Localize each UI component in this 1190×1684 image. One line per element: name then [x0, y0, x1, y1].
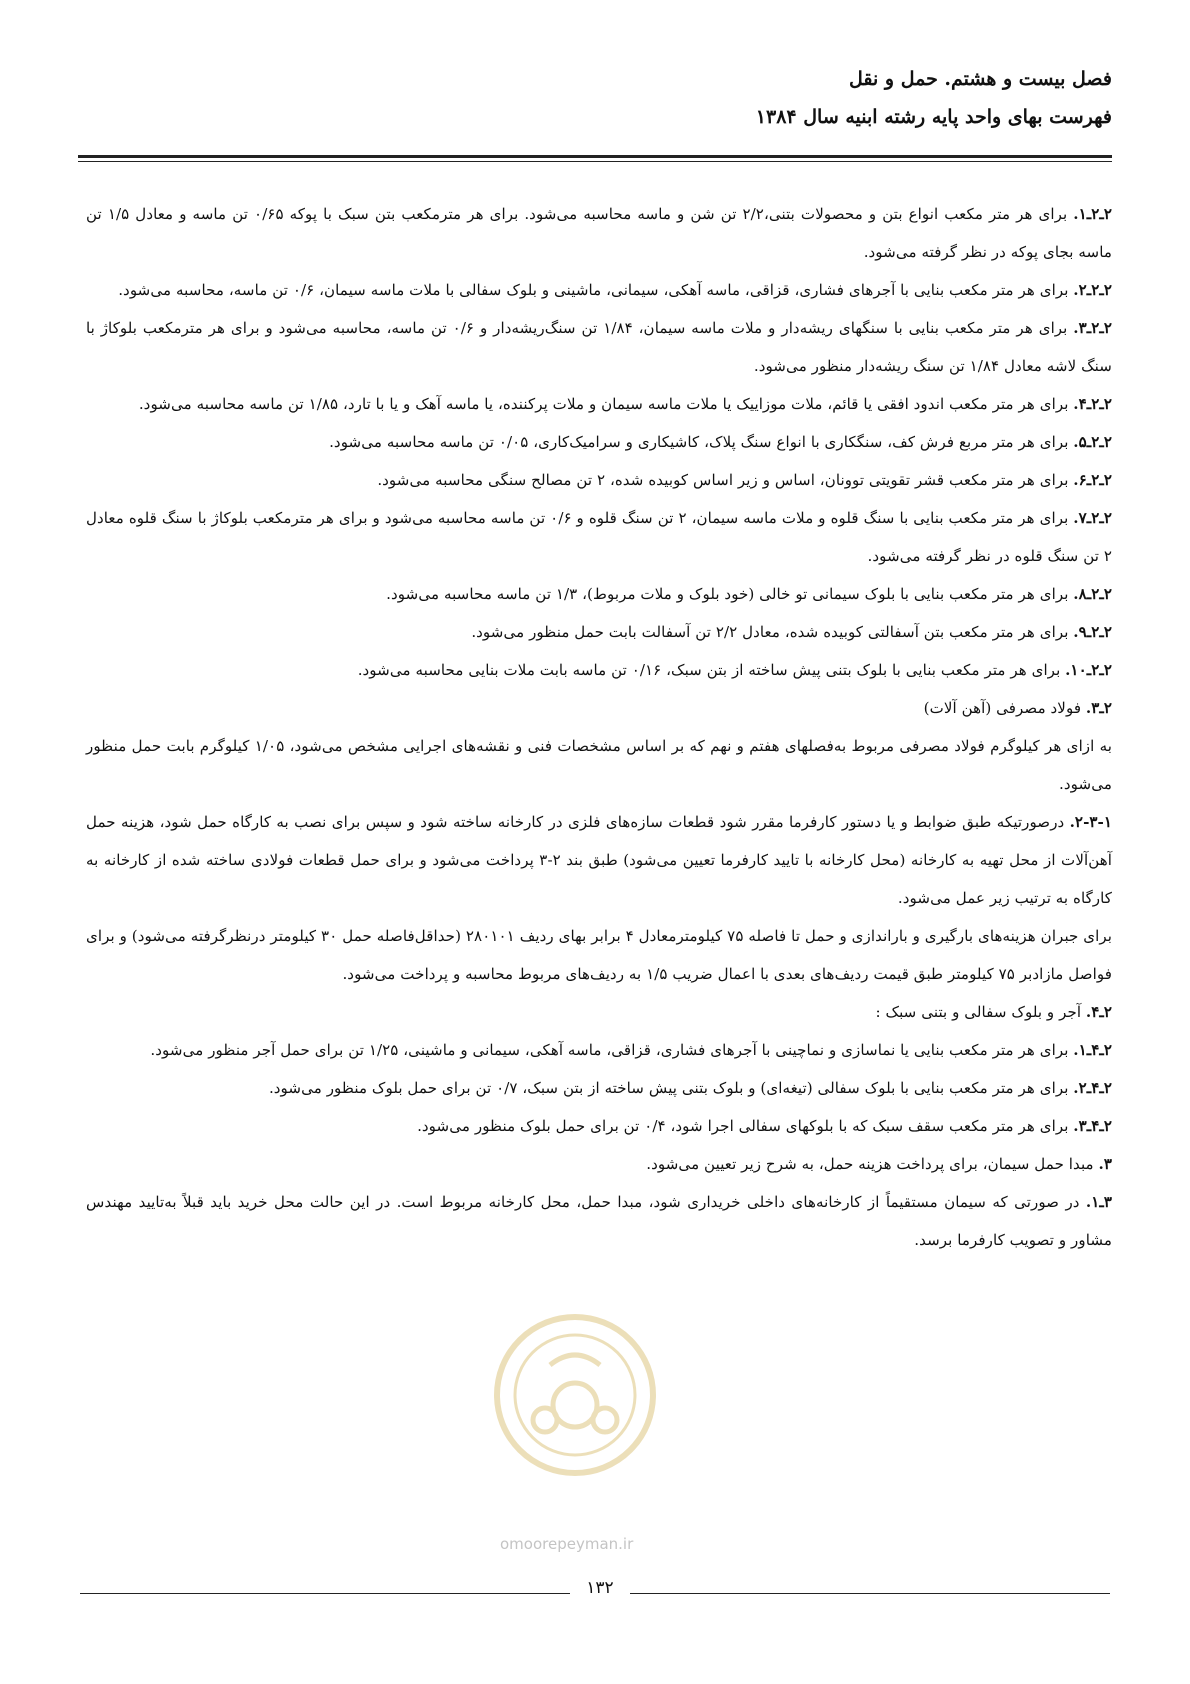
clause-text: برای هر متر مکعب بنایی با بلوک بتنی پیش ساخته از بتن سبک، ۰/۱۶ تن ماسه بابت ملات بنایی محاسبه می‌شود. [357, 661, 1066, 679]
clause-number: ۲ـ۲ـ۱۰. [1065, 661, 1112, 679]
clause-text: برای هر متر مکعب انواع بتن و محصولات بتنی،۲/۲ تن شن و ماسه محاسبه می‌شود. برای هر مترمکعب بتن سبک با پوکه ۰/۶۵ تن ماسه و معادل ۱/۵ تن ماسه بجای پوکه در نظر گرفته می‌شود. [86, 205, 1112, 261]
paragraph [86, 1069, 1112, 1107]
watermark-site: omoorepeyman.ir [500, 1535, 634, 1553]
clause-text: برای هر متر مکعب بنایی با بلوک سفالی (تیغه‌ای) و بلوک بتنی پیش ساخته از بتن سبک، ۰/۷ تن برای حمل بلوک منظور می‌شود. [268, 1079, 1074, 1097]
paragraph [86, 195, 1112, 271]
clause-number: ۲ـ۴ـ۲. [1073, 1079, 1112, 1097]
clause-number: ۲ـ۲ـ۹. [1073, 623, 1112, 641]
section-heading [86, 993, 1112, 1031]
clause-text: برای هر متر مکعب بنایی یا نماسازی و نماچینی با آجرهای فشاری، قزاقی، ماسه آهکی، سیمانی و ماشینی، ۱/۲۵ تن برای حمل آجر منظور می‌شود. [150, 1041, 1074, 1059]
clause-number: ۳. [1098, 1155, 1112, 1173]
paragraph [86, 461, 1112, 499]
footer-rule-left [80, 1593, 570, 1594]
clause-number: ۲ـ۲ـ۴. [1073, 395, 1112, 413]
clause-text: مبدا حمل سیمان، برای پرداخت هزینه حمل، به شرح زیر تعیین می‌شود. [646, 1155, 1099, 1173]
clause-number: ۳ـ۱. [1085, 1193, 1112, 1211]
paragraph [86, 1107, 1112, 1145]
book-title: فهرست بهای واحد پایه رشته ابنیه سال ۱۳۸۴ [755, 106, 1112, 128]
clause-number: ۲ـ۲ـ۱. [1073, 205, 1113, 223]
clause-text: برای هر متر مکعب بتن آسفالتی کوبیده شده، معادل ۲/۲ تن آسفالت بابت حمل منظور می‌شود. [471, 623, 1074, 641]
header-rule-thin [78, 161, 1112, 162]
chapter-title: فصل بیست و هشتم. حمل و نقل [849, 68, 1112, 90]
paragraph [86, 651, 1112, 689]
clause-number: ۲ـ۲ـ۵. [1073, 433, 1112, 451]
clause-text: آجر و بلوک سفالی و بتنی سبک : [875, 1003, 1086, 1021]
clause-text: برای هر متر مکعب بنایی با بلوک سیمانی تو خالی (خود بلوک و ملات مربوط)، ۱/۳ تن ماسه محاسبه می‌شود. [386, 585, 1074, 603]
clause-text: برای هر متر مکعب بنایی با سنگ قلوه و ملات ماسه سیمان، ۲ تن سنگ قلوه و ۰/۶ تن ماسه محاسبه می‌شود و برای هر مترمکعب بلوکاژ با سنگ قلوه معادل ۲ تن سنگ قلوه در نظر گرفته می‌شود. [86, 509, 1112, 565]
paragraph [86, 575, 1112, 613]
paragraph [86, 803, 1112, 917]
paragraph [86, 1031, 1112, 1069]
clause-text: در صورتی که سیمان مستقیماً از کارخانه‌های داخلی خریداری شود، مبدا حمل، محل کارخانه مربوط است. در این حالت محل خرید باید قبلاً به‌تایید مهندس مشاور و تصویب کارفرما برسد. [86, 1193, 1112, 1249]
clause-text: برای هر متر مکعب بنایی با آجرهای فشاری، قزاقی، ماسه آهکی، سیمانی، ماشینی و بلوک سفالی با ملات ماسه سیمان، ۰/۶ تن ماسه، محاسبه می‌شود. [118, 281, 1074, 299]
paragraph [86, 271, 1112, 309]
clause-text: فولاد مصرفی (آهن آلات) [923, 699, 1086, 717]
page-header [78, 60, 1112, 136]
paragraph [86, 727, 1112, 803]
clause-text: برای جبران هزینه‌های بارگیری و باراندازی و حمل تا فاصله ۷۵ کیلومترمعادل ۴ برابر بهای ردیف ۲۸۰۱۰۱ (حداقل‌فاصله حمل ۳۰ کیلومتر درنظرگرفته می‌شود) و برای فواصل مازادبر ۷۵ کیلومتر طبق قیمت ردیف‌های بعدی با اعمال ضریب ۱/۵ به ردیف‌های مربوط محاسبه و پرداخت می‌شود. [86, 927, 1112, 983]
paragraph [86, 917, 1112, 993]
page-number: ۱۳۲ [586, 1578, 614, 1598]
clause-number: ۲ـ۲ـ۸. [1073, 585, 1112, 603]
clause-number: ۲ـ۳. [1085, 699, 1112, 717]
clause-number: ۲ـ۴ـ۳. [1073, 1117, 1112, 1135]
paragraph [86, 613, 1112, 651]
paragraph [86, 499, 1112, 575]
clause-number: ۲-۳-۱. [1069, 813, 1112, 831]
clause-number: ۲ـ۲ـ۷. [1073, 509, 1112, 527]
paragraph [86, 423, 1112, 461]
document-body [86, 195, 1112, 1259]
clause-number: ۲ـ۴ـ۱. [1073, 1041, 1112, 1059]
clause-text: به ازای هر کیلوگرم فولاد مصرفی مربوط به‌فصلهای هفتم و نهم که بر اساس مشخصات فنی و نقشه‌های اجرایی مشخص می‌شود، ۱/۰۵ کیلوگرم بابت حمل منظور می‌شود. [86, 737, 1112, 793]
section-heading [86, 1145, 1112, 1183]
paragraph [86, 385, 1112, 423]
clause-text: برای هر متر مربع فرش کف، سنگکاری با انواع سنگ پلاک، کاشیکاری و سرامیک‌کاری، ۰/۰۵ تن ماسه محاسبه می‌شود. [329, 433, 1074, 451]
clause-number: ۲ـ۲ـ۳. [1073, 319, 1113, 337]
clause-number: ۲ـ۴. [1085, 1003, 1112, 1021]
section-heading [86, 689, 1112, 727]
clause-number: ۲ـ۲ـ۶. [1073, 471, 1112, 489]
clause-text: برای هر متر مکعب اندود افقی یا قائم، ملات موزاییک یا ملات ماسه سیمان و ملات پرکننده، یا ماسه آهک و یا با تارد، ۱/۸۵ تن ماسه محاسبه می‌شود. [138, 395, 1074, 413]
paragraph [86, 1183, 1112, 1259]
clause-text: برای هر متر مکعب بنایی با سنگهای ریشه‌دار و ملات ماسه سیمان، ۱/۸۴ تن سنگ‌ریشه‌دار و ۰/۶ تن ماسه، محاسبه می‌شود و برای هر مترمکعب بلوکاژ با سنگ لاشه معادل ۱/۸۴ تن سنگ ریشه‌دار منظور می‌شود. [86, 319, 1112, 375]
header-rule-thick [78, 155, 1112, 158]
paragraph [86, 309, 1112, 385]
clause-text: درصورتیکه طبق ضوابط و یا دستور کارفرما مقرر شود قطعات سازه‌های فلزی در کارخانه ساخته شود و سپس برای نصب به کارگاه حمل شود، هزینه حمل آهن‌آلات از محل تهیه به کارخانه (محل کارخانه با تایید کارفرما تعیین می‌شود) طبق بند ۲-۳ پرداخت می‌شود و برای حمل قطعات فولادی ساخته شده از کارخانه به کارگاه به ترتیب زیر عمل می‌شود. [86, 813, 1112, 907]
clause-text: برای هر متر مکعب قشر تقویتی توونان، اساس و زیر اساس کوبیده شده، ۲ تن مصالح سنگی محاسبه می‌شود. [377, 471, 1074, 489]
clause-number: ۲ـ۲ـ۲. [1073, 281, 1112, 299]
footer-rule-right [630, 1593, 1110, 1594]
clause-text: برای هر متر مکعب سقف سبک که با بلوکهای سفالی اجرا شود، ۰/۴ تن برای حمل بلوک منظور می‌شود. [417, 1117, 1074, 1135]
seal-watermark-icon [490, 1310, 660, 1480]
